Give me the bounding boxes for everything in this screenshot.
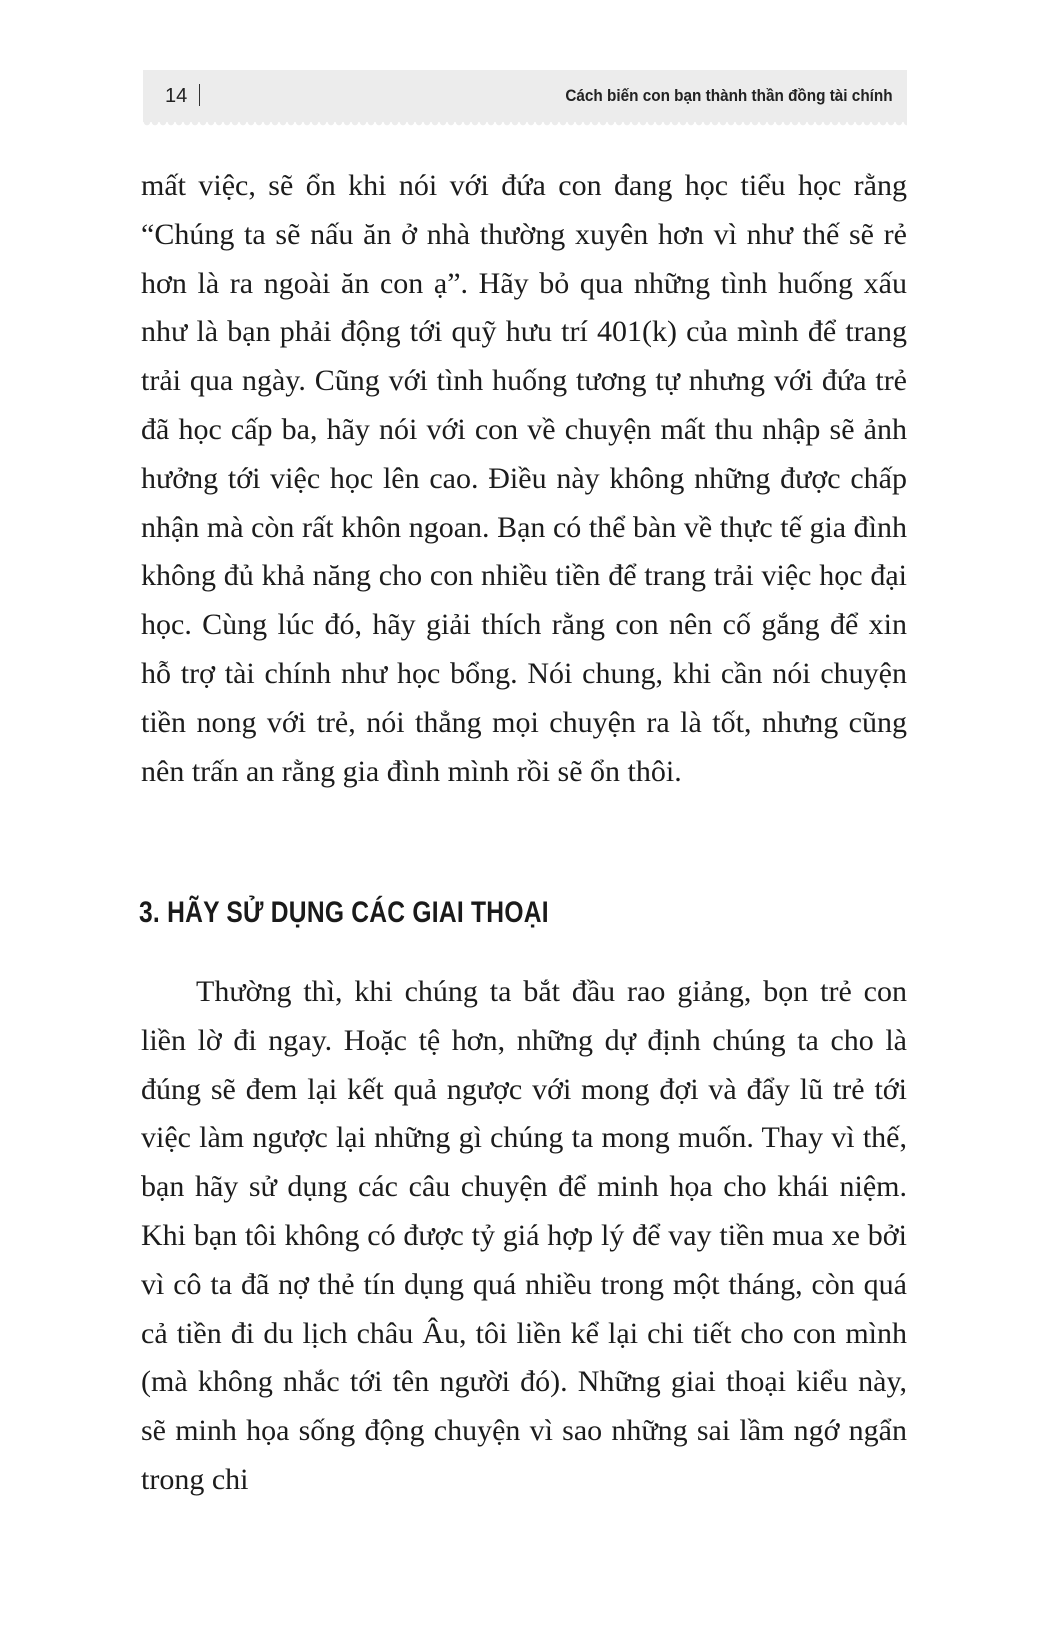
section-heading: 3. HÃY SỬ DỤNG CÁC GIAI THOẠI [139, 896, 549, 929]
paragraph-anecdotes: Thường thì, khi chúng ta bắt đầu rao giảng, bọn trẻ con liền lờ đi ngay. Hoặc tệ hơn, những dự định chúng ta cho là đúng sẽ đem lại kết quả ngược với mong đợi và đẩy lũ trẻ tới việc làm ngược lại những gì chúng ta mong muốn. Thay vì thế, bạn hãy sử dụng các câu chuyện để minh họa cho khái niệm. Khi bạn tôi không có được tỷ giá hợp lý để vay tiền mua xe bởi vì cô ta đã nợ thẻ tín dụng quá nhiều trong một tháng, còn quá cả tiền đi du lịch châu Âu, tôi liền kể lại chi tiết cho con mình (mà không nhắc tới tên người đó). Những giai thoại kiểu này, sẽ minh họa sống động chuyện vì sao những sai lầm ngớ ngẩn trong chi [141, 975, 907, 1496]
paragraph-continued: mất việc, sẽ ổn khi nói với đứa con đang học tiểu học rằng “Chúng ta sẽ nấu ăn ở nhà thường xuyên hơn vì như thế sẽ rẻ hơn là ra ngoài ăn con ạ”. Hãy bỏ qua những tình huống xấu như là bạn phải động tới quỹ hưu trí 401(k) của mình để trang trải qua ngày. Cũng với tình huống tương tự nhưng với đứa trẻ đã học cấp ba, hãy nói với con về chuyện mất thu nhập sẽ ảnh hưởng tới việc học lên cao. Điều này không những được chấp nhận mà còn rất khôn ngoan. Bạn có thể bàn về thực tế gia đình không đủ khả năng cho con nhiều tiền để trang trải việc học đại học. Cùng lúc đó, hãy giải thích rằng con nên cố gắng để xin hỗ trợ tài chính như học bổng. Nói chung, khi cần nói chuyện tiền nong với trẻ, nói thẳng mọi chuyện ra là tốt, nhưng cũng nên trấn an rằng gia đình mình rồi sẽ ổn thôi. [141, 169, 907, 788]
page-header [143, 70, 907, 122]
header-separator [199, 84, 200, 106]
page-number: 14 [165, 85, 188, 107]
running-title: Cách biến con bạn thành thần đồng tài chính [565, 86, 893, 105]
